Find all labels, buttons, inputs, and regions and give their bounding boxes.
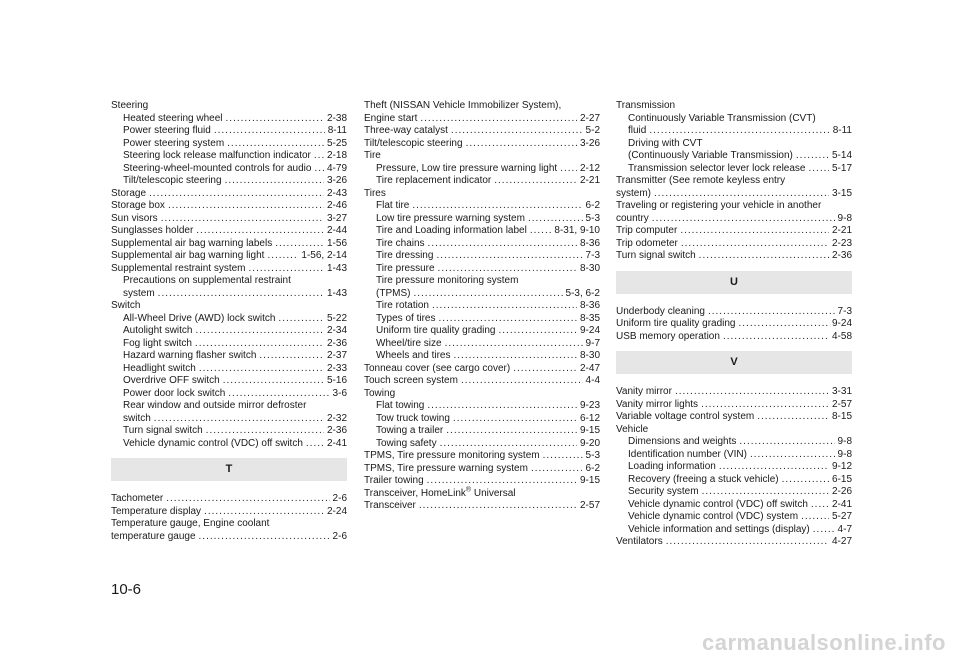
- index-entry-multiline: Continuously Variable Transmission (CVT) fluid ..... 8-11: [616, 113, 852, 138]
- index-entry-multiline: Transceiver, HomeLink® Universal Transceiver ..... 2-57: [364, 488, 600, 513]
- index-entry: Touch screen system ..... 4-4: [364, 375, 600, 388]
- index-entry: Tilt/telescopic steering ..... 3-26: [111, 175, 347, 188]
- index-entry: Heated steering wheel ..... 2-38: [111, 113, 347, 126]
- page-number: 10-6: [111, 581, 142, 598]
- index-entry-multiline: Rear window and outside mirror defroster switch ..... 2-32: [111, 400, 347, 425]
- index-entry: Flat towing ..... 9-23: [364, 400, 600, 413]
- index-entry: Autolight switch ..... 2-34: [111, 325, 347, 338]
- index-entry: Storage box ..... 2-46: [111, 200, 347, 213]
- index-entry: Dimensions and weights ..... 9-8: [616, 436, 852, 449]
- index-entry: Power steering system ..... 5-25: [111, 138, 347, 151]
- index-entry: Trip odometer ..... 2-23: [616, 238, 852, 251]
- index-entry: Steering-wheel-mounted controls for audio ..... 4-79: [111, 163, 347, 176]
- index-entry: Wheels and tires ..... 8-30: [364, 350, 600, 363]
- index-entry: Supplemental restraint system ..... 1-43: [111, 263, 347, 276]
- index-entry: Tire chains ..... 8-36: [364, 238, 600, 251]
- index-entry-multiline: Tire pressure monitoring system (TPMS) ..... 5-3, 6-2: [364, 275, 600, 300]
- index-entry-multiline: Temperature gauge, Engine coolant temperature gauge ..... 2-6: [111, 518, 347, 543]
- index-entry: USB memory operation ..... 4-58: [616, 331, 852, 344]
- index-entry: Loading information ..... 9-12: [616, 461, 852, 474]
- index-column-2: [364, 100, 600, 513]
- index-entry: Types of tires ..... 8-35: [364, 313, 600, 326]
- index-entry: Power steering fluid ..... 8-11: [111, 125, 347, 138]
- index-entry: Vehicle dynamic control (VDC) system ..... 5-27: [616, 511, 852, 524]
- index-entry-multiline: Transmitter (See remote keyless entry system) ..... 3-15: [616, 175, 852, 200]
- index-entry-multiline: Precautions on supplemental restraint system ..... 1-43: [111, 275, 347, 300]
- index-entry: Sunglasses holder ..... 2-44: [111, 225, 347, 238]
- index-entry: TPMS, Tire pressure warning system ..... 6-2: [364, 463, 600, 476]
- index-heading: Transmission: [616, 100, 676, 111]
- index-entry: Recovery (freeing a stuck vehicle) ..... 6-15: [616, 474, 852, 487]
- index-entry: Tow truck towing ..... 6-12: [364, 413, 600, 426]
- index-entry: Supplemental air bag warning labels ..... 1-56: [111, 238, 347, 251]
- index-entry: Uniform tire quality grading ..... 9-24: [364, 325, 600, 338]
- index-heading: Steering: [111, 100, 149, 111]
- index-entry: Headlight switch ..... 2-33: [111, 363, 347, 376]
- index-heading: Switch: [111, 300, 141, 311]
- index-heading: Vehicle: [616, 423, 649, 435]
- index-heading: Tires: [364, 187, 386, 199]
- index-entry: Steering lock release malfunction indicator ..... 2-18: [111, 150, 347, 163]
- index-entry: Tire replacement indicator ..... 2-21: [364, 175, 600, 188]
- index-entry: Vehicle dynamic control (VDC) off switch ..... 2-41: [616, 499, 852, 512]
- index-entry: All-Wheel Drive (AWD) lock switch ..... 5-22: [111, 313, 347, 326]
- index-column-1: [111, 100, 347, 543]
- index-entry-multiline: Traveling or registering your vehicle in another country ..... 9-8: [616, 200, 852, 225]
- index-entry: Ventilators ..... 4-27: [616, 536, 852, 549]
- section-letter-u: U: [616, 271, 852, 294]
- index-entry: Supplemental air bag warning light ..... 1-56, 2-14: [111, 250, 347, 263]
- section-letter-v: V: [616, 351, 852, 374]
- index-entry: Tachometer ..... 2-6: [111, 493, 347, 506]
- index-entry: Temperature display ..... 2-24: [111, 506, 347, 519]
- index-column-3: [616, 100, 852, 549]
- index-entry: Towing safety ..... 9-20: [364, 438, 600, 451]
- index-entry: Turn signal switch ..... 2-36: [111, 425, 347, 438]
- index-entry: Vanity mirror lights ..... 2-57: [616, 399, 852, 412]
- index-entry-multiline: Driving with CVT (Continuously Variable Transmission) ..... 5-14: [616, 138, 852, 163]
- index-entry-multiline: Theft (NISSAN Vehicle Immobilizer System), Engine start ..... 2-27: [364, 100, 600, 125]
- index-entry: Pressure, Low tire pressure warning light ..... 2-12: [364, 163, 600, 176]
- index-entry: Underbody cleaning ..... 7-3: [616, 306, 852, 319]
- index-entry: Uniform tire quality grading ..... 9-24: [616, 318, 852, 331]
- index-entry: Tilt/telescopic steering ..... 3-26: [364, 138, 600, 151]
- index-entry: Three-way catalyst ..... 5-2: [364, 125, 600, 138]
- index-entry: Vehicle dynamic control (VDC) off switch ..... 2-41: [111, 438, 347, 451]
- section-letter-t: T: [111, 458, 347, 481]
- index-entry: Turn signal switch ..... 2-36: [616, 250, 852, 263]
- index-entry: Security system ..... 2-26: [616, 486, 852, 499]
- index-entry: Tire dressing ..... 7-3: [364, 250, 600, 263]
- index-entry: Vanity mirror ..... 3-31: [616, 386, 852, 399]
- index-heading: Towing: [364, 387, 396, 399]
- index-heading: Tire: [364, 150, 381, 161]
- index-entry: Wheel/tire size ..... 9-7: [364, 338, 600, 351]
- index-entry: Storage ..... 2-43: [111, 188, 347, 201]
- index-entry: Overdrive OFF switch ..... 5-16: [111, 375, 347, 388]
- index-entry: Variable voltage control system ..... 8-15: [616, 411, 852, 424]
- index-entry: Flat tire ..... 6-2: [364, 200, 600, 213]
- index-entry: Tire pressure ..... 8-30: [364, 263, 600, 276]
- index-entry: Vehicle information and settings (display) ..... 4-7: [616, 524, 852, 537]
- index-entry: Fog light switch ..... 2-36: [111, 338, 347, 351]
- watermark-text: carmanualsonline.info: [702, 630, 946, 655]
- index-entry: Tire and Loading information label ..... 8-31, 9-10: [364, 225, 600, 238]
- index-entry: Trailer towing ..... 9-15: [364, 475, 600, 488]
- index-entry: Transmission selector lever lock release ..... 5-17: [616, 163, 852, 176]
- index-entry: TPMS, Tire pressure monitoring system ..... 5-3: [364, 450, 600, 463]
- index-entry: Tonneau cover (see cargo cover) ..... 2-47: [364, 363, 600, 376]
- index-entry: Low tire pressure warning system ..... 5-3: [364, 213, 600, 226]
- index-entry: Sun visors ..... 3-27: [111, 213, 347, 226]
- index-entry: Towing a trailer ..... 9-15: [364, 425, 600, 438]
- index-entry: Hazard warning flasher switch ..... 2-37: [111, 350, 347, 363]
- index-entry: Tire rotation ..... 8-36: [364, 300, 600, 313]
- index-entry: Identification number (VIN) ..... 9-8: [616, 449, 852, 462]
- index-entry: Trip computer ..... 2-21: [616, 225, 852, 238]
- index-entry: Power door lock switch ..... 3-6: [111, 388, 347, 401]
